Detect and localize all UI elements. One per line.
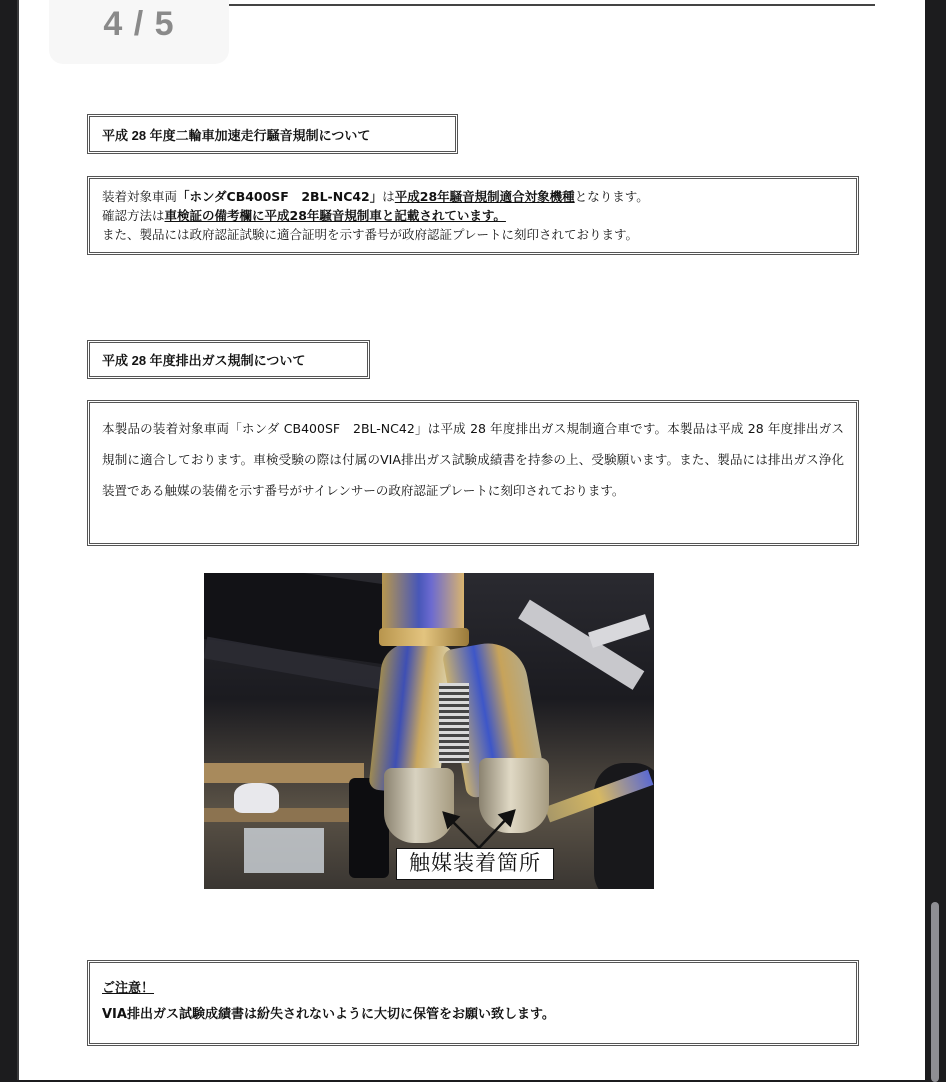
arrow-icon <box>204 573 654 889</box>
text-span: 装着対象車両 <box>102 189 178 204</box>
document-page <box>19 0 925 1080</box>
emissions-heading-text: 平成 28 年度排出ガス規制について <box>102 353 306 368</box>
noise-heading-text: 平成 28 年度二輪車加速走行騒音規制について <box>102 127 371 143</box>
top-rule-divider <box>229 4 875 6</box>
emphasis-text: 平成28年騒音規制適合対象機種 <box>394 189 575 204</box>
noise-line-3: また、製品には政府認証試験に適合証明を示す番号が政府認証プレートに刻印されております。 <box>102 227 639 242</box>
noise-regulation-heading <box>87 114 458 154</box>
photo-caption: 触媒装着箇所 <box>396 848 554 880</box>
text-span: は <box>382 189 395 204</box>
noise-regulation-body <box>87 176 859 255</box>
emissions-body-text: 本製品の装着対象車両「ホンダ CB400SF 2BL-NC42」は平成 28 年度排出ガス規制適合車です。本製品は平成 28 年度排出ガス規制に適合しております。車検受験の際は付属のVIA排出ガス試験成績書を持参の上、受験願います。また、製品には排出ガス浄化装置である触媒の装備を示す番号がサイレンサーの政府認証プレートに刻印されております。 <box>102 421 844 498</box>
text-span: となります。 <box>574 189 649 204</box>
notice-text: VIA排出ガス試験成績書は紛失されないように大切に保管をお願い致します。 <box>102 1007 555 1022</box>
emissions-regulation-body <box>87 400 859 546</box>
emphasis-text: 車検証の備考欄に平成28年騒音規制車と記載されています。 <box>164 208 506 223</box>
scrollbar-thumb[interactable] <box>931 902 939 1082</box>
notice-title: ご注意！ <box>102 981 155 996</box>
exhaust-catalyst-photo <box>204 573 654 889</box>
text-span: 確認方法は <box>102 208 165 223</box>
page-indicator: 4 / 5 <box>49 0 229 64</box>
notice-box <box>87 960 859 1046</box>
emissions-regulation-heading <box>87 340 370 379</box>
noise-line-2 <box>102 206 844 225</box>
noise-line-1 <box>102 187 844 206</box>
vehicle-model-text: 「ホンダCB400SF 2BL-NC42」 <box>177 189 383 204</box>
